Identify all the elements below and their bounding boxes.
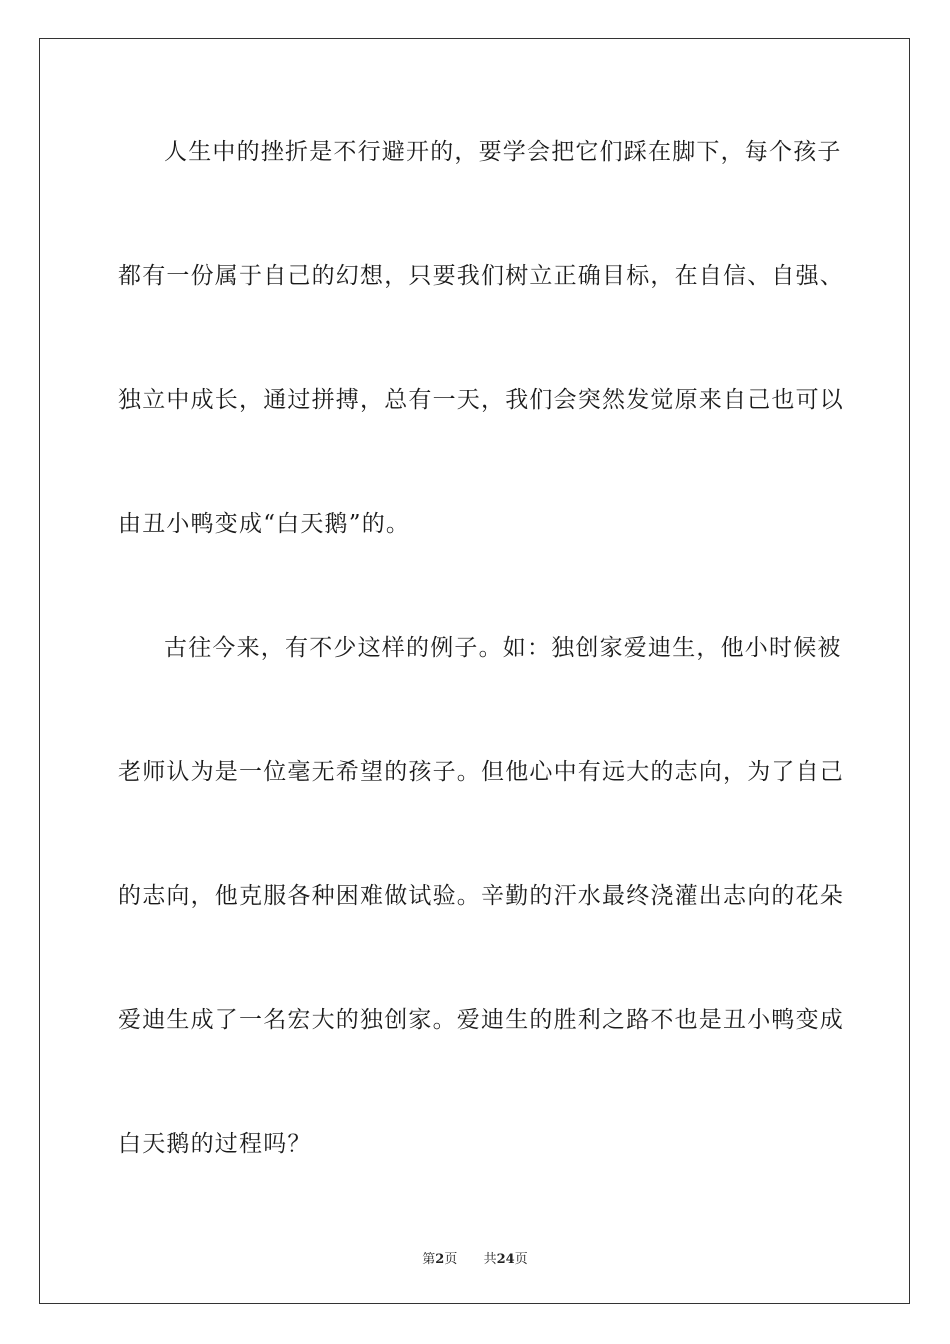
paragraph-2-line-1: 古往今来，有不少这样的例子。如：独创家爱迪生，他小时候被 bbox=[164, 635, 842, 661]
paragraph-1-line-1: 人生中的挫折是不行避开的，要学会把它们踩在脚下，每个孩子 bbox=[164, 139, 842, 165]
footer-page-number: 2 bbox=[435, 1252, 445, 1267]
footer-total-suffix: 页 bbox=[514, 1252, 528, 1267]
footer-page-suffix: 页 bbox=[444, 1252, 458, 1267]
footer-total-pages: 24 bbox=[496, 1252, 515, 1267]
paragraph-2-line-2: 老师认为是一位毫无希望的孩子。但他心中有远大的志向，为了自己 bbox=[118, 759, 844, 785]
paragraph-1-line-4: 由丑小鸭变成“白天鹅”的。 bbox=[118, 511, 411, 537]
footer-total-prefix: 共 bbox=[483, 1252, 497, 1267]
page-frame bbox=[39, 38, 910, 1304]
page-footer bbox=[0, 1248, 950, 1267]
paragraph-2-line-3: 的志向，他克服各种困难做试验。辛勤的汗水最终浇灌出志向的花朵 bbox=[118, 883, 844, 909]
paragraph-2-line-5: 白天鹅的过程吗？ bbox=[118, 1131, 312, 1157]
footer-page-prefix: 第 bbox=[422, 1252, 436, 1267]
paragraph-2-line-4: 爱迪生成了一名宏大的独创家。爱迪生的胜利之路不也是丑小鸭变成 bbox=[118, 1007, 844, 1033]
paragraph-1-line-3: 独立中成长，通过拼搏，总有一天，我们会突然发觉原来自己也可以 bbox=[118, 387, 844, 413]
paragraph-1-line-2: 都有一份属于自己的幻想，只要我们树立正确目标，在自信、自强、 bbox=[118, 263, 844, 289]
